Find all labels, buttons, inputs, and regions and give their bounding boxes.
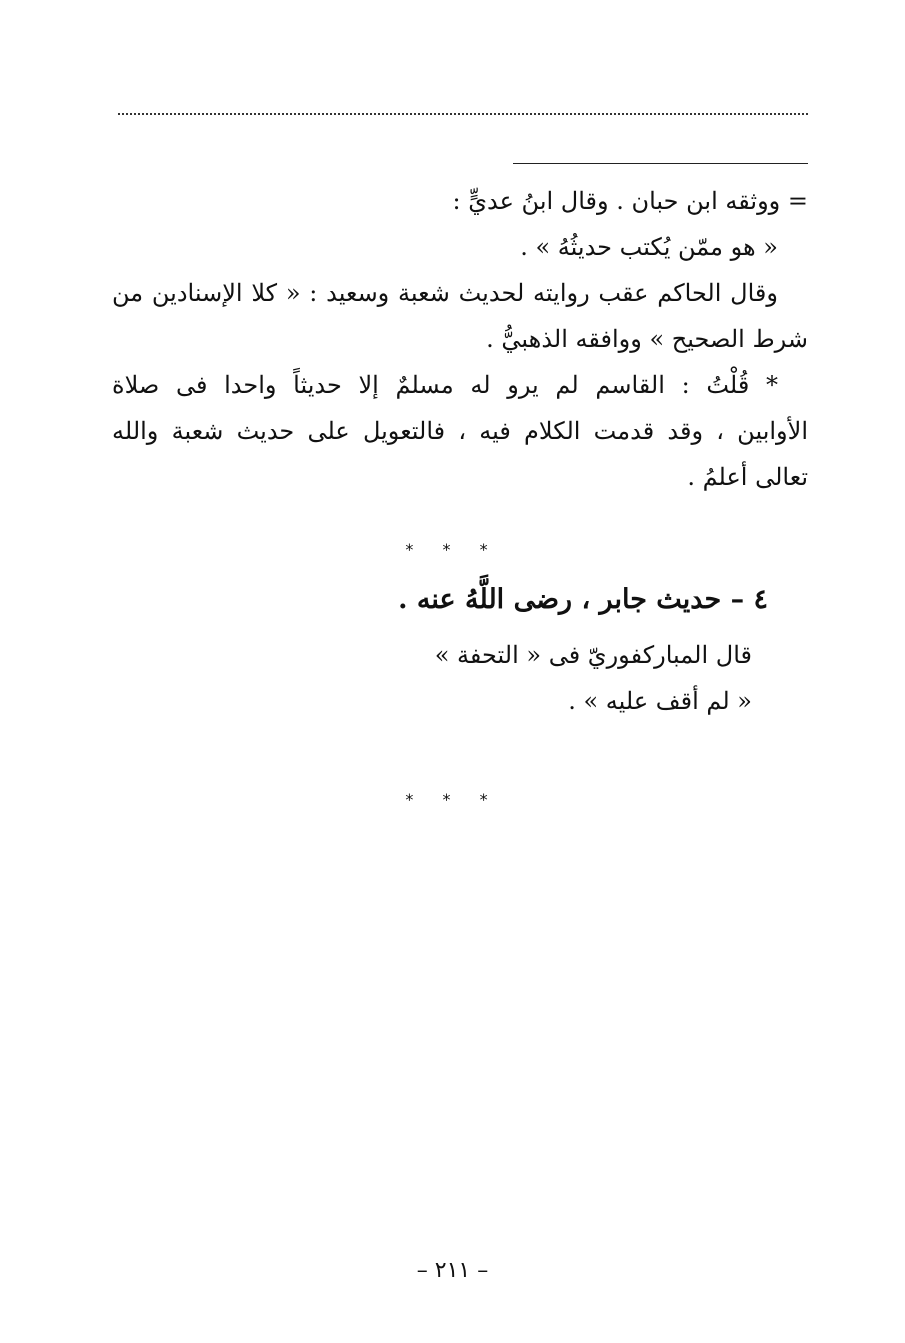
end-separator-stars: * * *	[405, 790, 500, 809]
footnote-line: الأوابين ، وقد قدمت الكلام فيه ، فالتعويل على حديث شعبة والله	[112, 417, 808, 445]
section-body	[112, 632, 808, 724]
section-separator-stars: * * *	[405, 540, 500, 559]
footnote-line: وقال الحاكم عقب روايته لحديث شعبة وسعيد : « كلا الإسنادين من	[112, 279, 778, 307]
footnote-separator-rule	[513, 163, 808, 164]
section-heading	[112, 584, 808, 615]
section-heading-text: ٤ – حديث جابر ، رضى اللَّهُ عنه .	[398, 584, 768, 615]
header-dotted-rule	[118, 113, 808, 115]
footnote-line: شرط الصحيح » ووافقه الذهبيُّ .	[486, 325, 808, 353]
footnote-line: تعالى أعلمُ .	[687, 463, 808, 491]
section-line: « لم أقف عليه » .	[568, 687, 752, 715]
footnote-line: = ووثقه ابن حبان . وقال ابنُ عديٍّ :	[452, 187, 808, 215]
footnote-line: « هو ممّن يُكتب حديثُهُ » .	[520, 233, 778, 261]
footnote-line: * قُلْتُ : القاسم لم يرو له مسلمٌ إلا حديثاً واحدا فى صلاة	[112, 371, 778, 399]
page-number: – ٢١١ –	[416, 1258, 489, 1283]
footnote-block	[112, 178, 808, 500]
section-line: قال المباركفوريّ فى « التحفة »	[434, 641, 752, 669]
